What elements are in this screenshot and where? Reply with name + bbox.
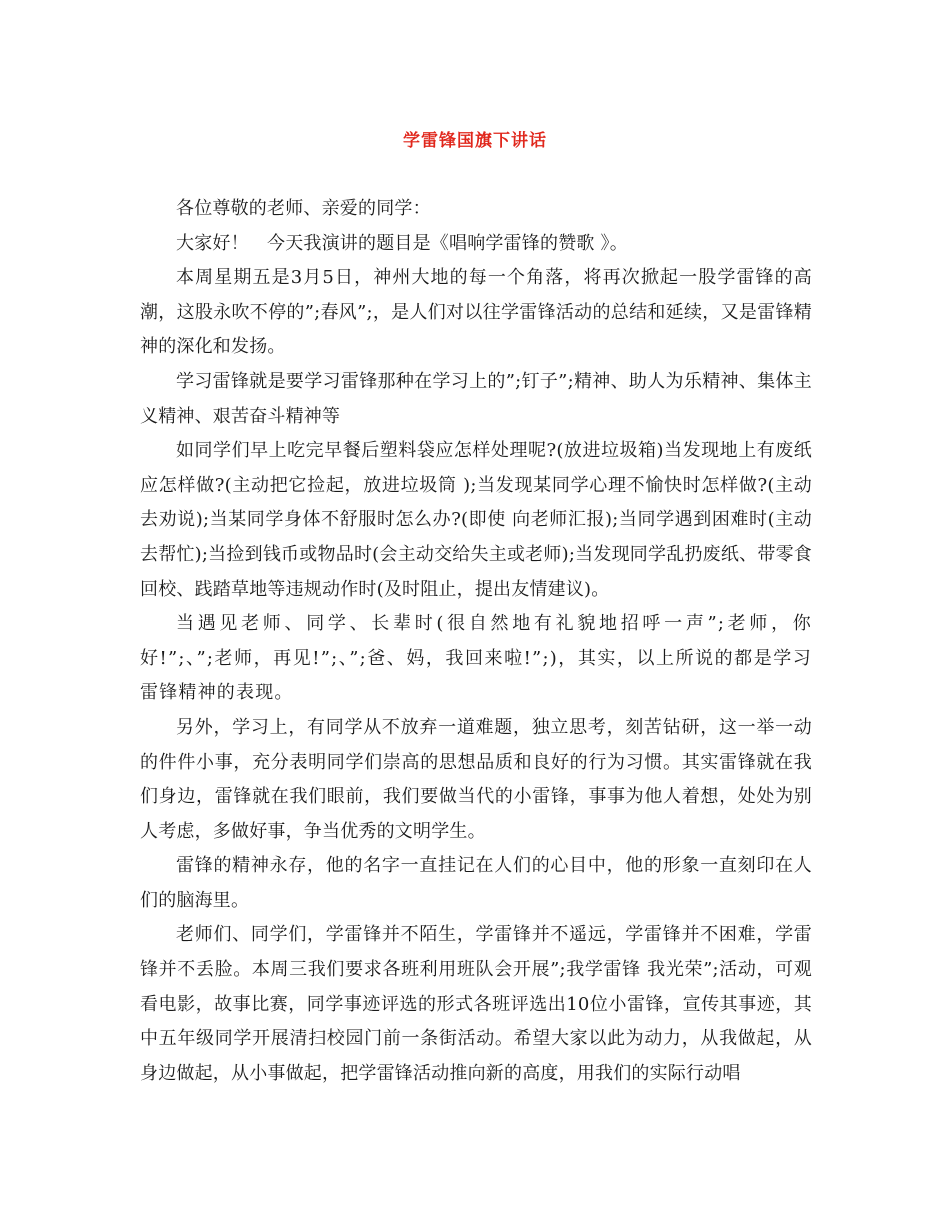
- paragraph-study: 另外，学习上，有同学从不放弃一道难题，独立思考，刻苦钻研，这一举一动的件件小事，充分表明同学们崇高的思想品质和良好的行为习惯。其实雷锋就在我们身边，雷锋就在我们眼前，我们要做当代的小雷锋，事事为他人着想，处处为别人考虑，多做好事，争当优秀的文明学生。: [140, 716, 812, 842]
- paragraph-intro: 大家好！ 今天我演讲的题目是《唱响学雷锋的赞歌 》。: [176, 232, 628, 254]
- paragraph-examples: 如同学们早上吃完早餐后塑料袋应怎样处理呢?(放进垃圾箱)当发现地上有废纸应怎样做?(主动把它捡起，放进垃圾筒 );当发现某同学心理不愉快时怎样做?(主动去劝说);当某同学身体不舒服时怎么办?(即使 向老师汇报);当同学遇到困难时(主动去帮忙);当捡到钱币或物品时(会主动交给失主或老师);当发现同学乱扔废纸、带零食回校、践踏草地等违规动作时(及时阻止，提出友情建议)。: [140, 440, 812, 600]
- paragraph-spirit: 学习雷锋就是要学习雷锋那种在学习上的”;钉子”;精神、助人为乐精神、集体主义精神、艰苦奋斗精神等: [140, 370, 812, 427]
- document-title: 学雷锋国旗下讲话: [403, 131, 547, 151]
- paragraph-greetings-examples: 当遇见老师、同学、长辈时(很自然地有礼貌地招呼一声”;老师，你好!”;、”;老师，再见!”;、”;爸、妈，我回来啦!”;)，其实，以上所说的都是学习雷锋精神的表现。: [140, 613, 812, 704]
- document-body: [140, 192, 812, 1091]
- paragraph-greeting: 各位尊敬的老师、亲爱的同学：: [176, 198, 431, 219]
- paragraph-march-fifth: 本周星期五是3月5日，神州大地的每一个角落，将再次掀起一股学雷锋的高潮，这股永吹不停的”;春风”;，是人们对以往学雷锋活动的总结和延续，又是雷锋精神的深化和发扬。: [140, 267, 812, 358]
- paragraph-call-to-action: 老师们、同学们，学雷锋并不陌生，学雷锋并不遥远，学雷锋并不困难，学雷锋并不丢脸。本周三我们要求各班利用班队会开展”;我学雷锋 我光荣”;活动，可观看电影，故事比赛，同学事迹评选的形式各班评选出10位小雷锋，宣传其事迹，其中五年级同学开展清扫校园门前一条街活动。希望大家以此为动力，从我做起，从身边做起，从小事做起，把学雷锋活动推向新的高度，用我们的实际行动唱: [140, 924, 812, 1084]
- paragraph-eternal-spirit: 雷锋的精神永存，他的名字一直挂记在人们的心目中，他的形象一直刻印在人们的脑海里。: [140, 855, 812, 911]
